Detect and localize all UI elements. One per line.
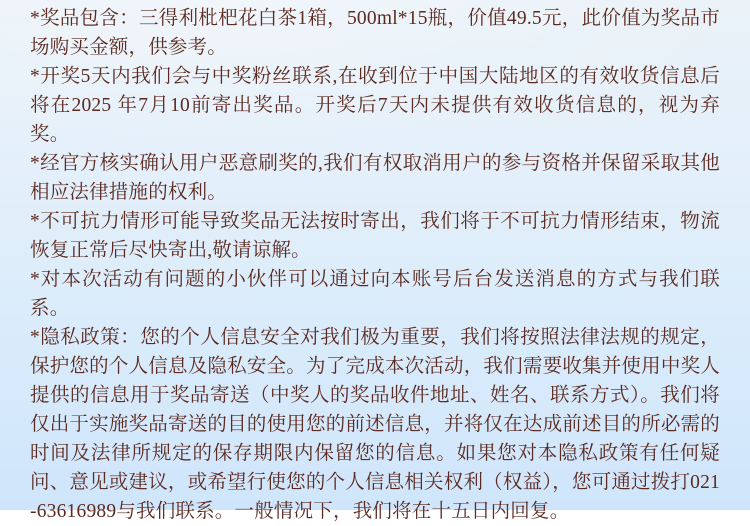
- fraud-disqualification-paragraph: *经官方核实确认用户恶意刷奖的,我们有权取消用户的参与资格并保留采取其他相应法律措施的权利。: [30, 153, 720, 203]
- shipping-deadline-paragraph: *开奖5天内我们会与中奖粉丝联系,在收到位于中国大陆地区的有效收货信息后将在2025 年7月10前寄出奖品。开奖后7天内未提供有效收货信息的，视为弃奖。: [30, 66, 720, 145]
- contact-method-paragraph: *对本次活动有问题的小伙伴可以通过向本账号后台发送消息的方式与我们联系。: [30, 269, 720, 319]
- privacy-policy-paragraph: *隐私政策：您的个人信息安全对我们极为重要，我们将按照法律法规的规定，保护您的个人信息及隐私安全。为了完成本次活动，我们需要收集并使用中奖人提供的信息用于奖品寄送（中奖人的奖品收件地址、姓名、联系方式）。我们将仅出于实施奖品寄送的目的使用您的前述信息，并将仅在达成前述目的所必需的时间及法律所规定的保存期限内保留您的信息。如果您对本隐私政策有任何疑问、意见或建议，或希望行使您的个人信息相关权利（权益），您可通过拨打021-63616989与我们联系。一般情况下，我们将在十五日内回复。: [30, 327, 720, 522]
- force-majeure-paragraph: *不可抗力情形可能导致奖品无法按时寄出，我们将于不可抗力情形结束，物流恢复正常后尽快寄出,敬请谅解。: [30, 211, 720, 261]
- prize-description-paragraph: *奖品包含：三得利枇杷花白茶1箱，500ml*15瓶，价值49.5元，此价值为奖品市场购买金额，供参考。: [30, 8, 720, 58]
